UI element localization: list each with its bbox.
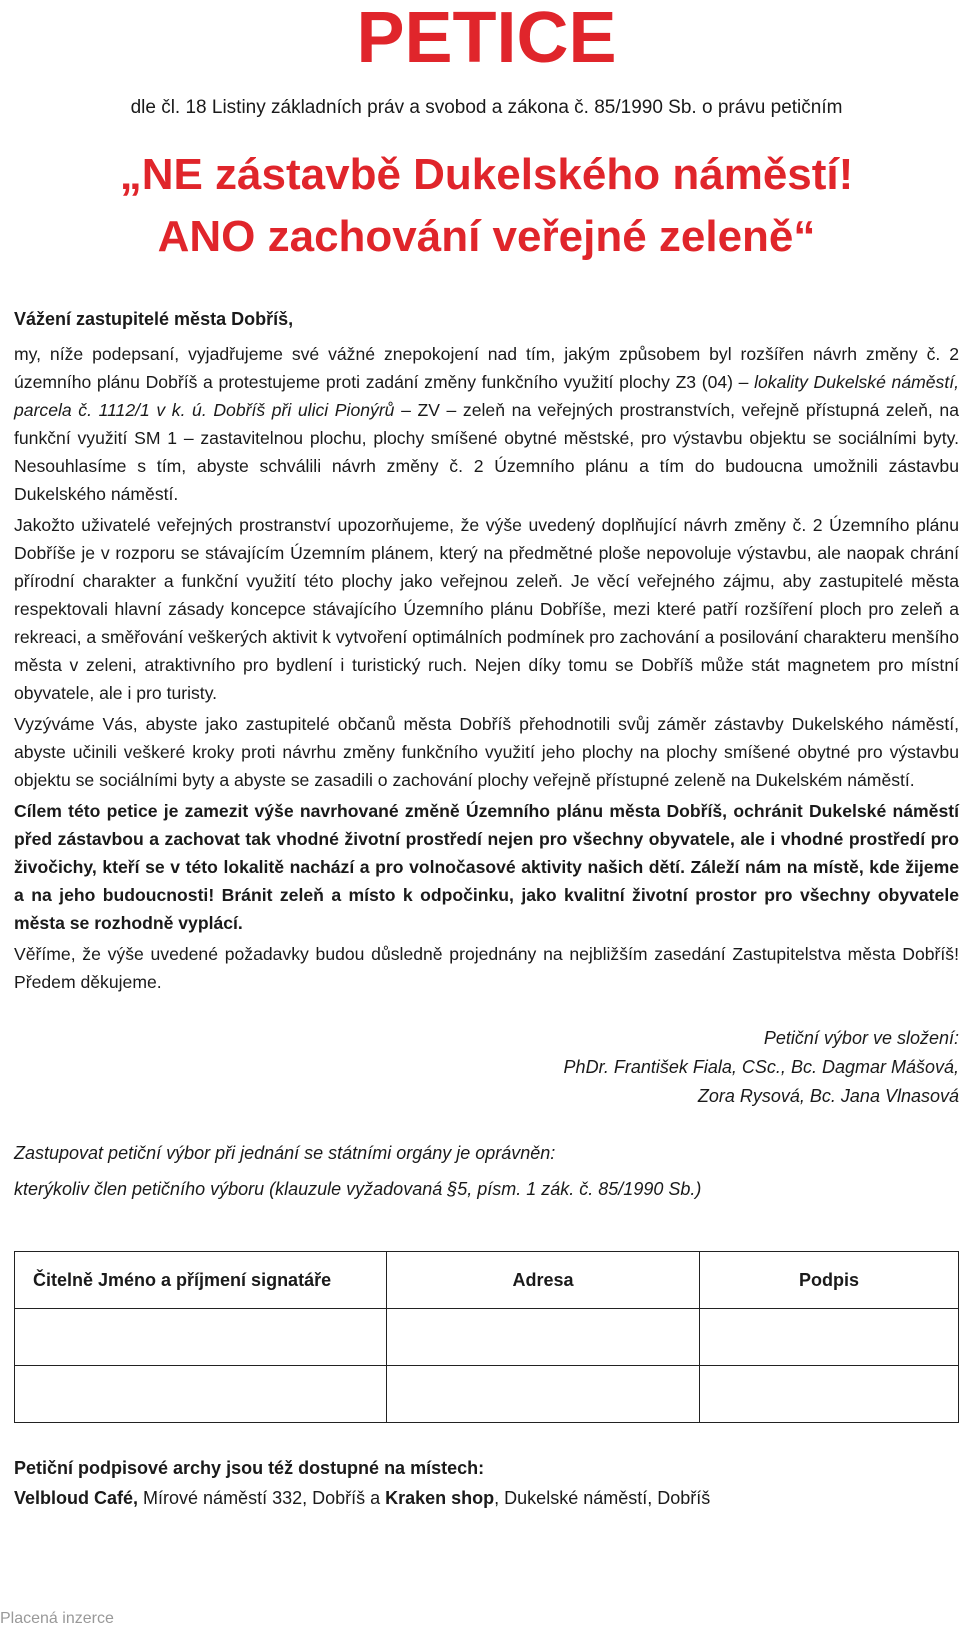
representation-block bbox=[14, 1135, 959, 1207]
petition-page bbox=[14, 0, 959, 1513]
committee-line-1: Petiční výbor ve složení: bbox=[763, 1028, 959, 1048]
representation-line-2: kterýkoliv člen petičního výboru (klauzule vyžadovaná §5, písm. 1 zák. č. 85/1990 Sb.) bbox=[14, 1179, 702, 1199]
representation-line-1: Zastupovat petiční výbor při jednání se státními orgány je oprávněn: bbox=[14, 1143, 556, 1163]
header-signature: Podpis bbox=[700, 1252, 959, 1309]
signature-table bbox=[14, 1251, 959, 1423]
paragraph-1-italic: lokality Dukelské náměstí, parcela č. 1112/1 v k. ú. Dobříš při ulici Pionýrů bbox=[14, 372, 960, 420]
signature-address-cell[interactable] bbox=[387, 1366, 700, 1423]
place-1-address: Mírové náměstí 332, Dobříš a bbox=[138, 1488, 386, 1508]
signature-name-cell[interactable] bbox=[15, 1366, 387, 1423]
salutation: Vážení zastupitelé města Dobříš, bbox=[14, 309, 294, 329]
header-name: Čitelně Jméno a příjmení signatáře bbox=[15, 1252, 387, 1309]
signature-name-cell[interactable] bbox=[15, 1309, 387, 1366]
paragraph-1-part-1: my, níže podepsaní, vyjadřujeme své vážné znepokojení nad tím, jakým způsobem byl rozšířen návrh změny č. 2 územního plánu Dobříš a protestujeme proti zadání změny funkčního využití plochy Z3 (04) – bbox=[14, 344, 959, 392]
place-2-address: , Dukelské náměstí, Dobříš bbox=[494, 1488, 711, 1508]
table-row bbox=[15, 1366, 959, 1423]
paragraph-1-part-2: – ZV – zeleň na veřejných prostranstvích, veřejně přístupná zeleň, na funkční využití SM 1 – zastavitelnou plochu, plochy smíšené obytné městské, pro výstavbu objektu se sociálními byty. Nesouhlasíme s tím, abyste schválili návrh změny č. 2 Územního plánu a tím do budoucna umožnili zástavbu Dukelského náměstí. bbox=[14, 400, 959, 504]
signature-table-header bbox=[15, 1252, 959, 1309]
petition-headline bbox=[14, 144, 959, 268]
headline-line-1: „NE zástavbě Dukelského náměstí! bbox=[119, 150, 854, 199]
committee-line-3: Zora Rysová, Bc. Jana Vlnasová bbox=[697, 1086, 959, 1106]
signature-sign-cell[interactable] bbox=[700, 1366, 959, 1423]
place-1-name: Velbloud Café, bbox=[14, 1488, 139, 1508]
place-2-name: Kraken shop bbox=[385, 1488, 495, 1508]
paragraph-2: Jakožto uživatelé veřejných prostranství upozorňujeme, že výše uvedený doplňující návrh změny č. 2 Územního plánu Dobříše je v rozporu se stávajícím Územním plánem, který na předmětné ploše nepovoluje výstavbu, ale naopak chrání přírodní charakter a funkční využití této plochy jako veřejnou zeleň. Je věcí veřejného zájmu, aby zastupitelé města respektovali hlavní zásady koncepce stávajícího Územního plánu Dobříše, mezi které patří rozšíření ploch pro zeleň a rekreaci, a směřování veškerých aktivit k vytvoření optimálních podmínek pro zachování a posilování charakteru menšího města v zeleni, atraktivního pro bydlení i turistický ruch. Nejen díky tomu se Dobříš může stát magnetem pro místní obyvatele, ale i pro turisty. bbox=[14, 515, 959, 703]
signature-address-cell[interactable] bbox=[387, 1309, 700, 1366]
paragraph-5: Věříme, že výše uvedené požadavky budou důsledně projednány na nejbližším zasedání Zastupitelstva města Dobříš! Předem děkujeme. bbox=[14, 944, 959, 992]
petition-title: PETICE bbox=[356, 0, 617, 78]
header-address: Adresa bbox=[387, 1252, 700, 1309]
paragraph-1 bbox=[14, 340, 959, 508]
headline-line-2: ANO zachování veřejné zeleně“ bbox=[157, 212, 816, 261]
paid-ad-footer: Placená inzerce bbox=[0, 1610, 114, 1627]
places-list bbox=[14, 1483, 959, 1513]
paragraph-3: Vyzýváme Vás, abyste jako zastupitelé občanů města Dobříš přehodnotili svůj záměr zástavby Dukelského náměstí, abyste učinili veškeré kroky proti návrhu změny funkčního využití jeho plochy na plochy smíšené obytné pro výstavbu objektu se sociálními byty a abyste se zasadili o zachování plochy veřejně přístupné zeleně na Dukelském náměstí. bbox=[14, 714, 959, 790]
legal-basis-subtitle: dle čl. 18 Listiny základních práv a svobod a zákona č. 85/1990 Sb. o právu petičním bbox=[130, 97, 843, 118]
committee-block bbox=[14, 1024, 959, 1111]
table-row bbox=[15, 1309, 959, 1366]
places-title: Petiční podpisové archy jsou též dostupné na místech: bbox=[14, 1458, 485, 1478]
committee-line-2: PhDr. František Fiala, CSc., Bc. Dagmar Mášová, bbox=[563, 1057, 959, 1077]
signature-sign-cell[interactable] bbox=[700, 1309, 959, 1366]
paragraph-4-goal: Cílem této petice je zamezit výše navrhované změně Územního plánu města Dobříš, ochránit Dukelské náměstí před zástavbou a zachovat tak vhodné životní prostředí nejen pro všechny obyvatele, ale i vhodné prostředí pro živočichy, kteří se v této lokalitě nachází a pro volnočasové aktivity našich dětí. Záleží nám na místě, kde žijeme a na jeho budoucnosti! Bránit zeleň a místo k odpočinku, jako kvalitní životní prostor pro všechny obyvatele města se rozhodně vyplácí. bbox=[14, 801, 959, 933]
